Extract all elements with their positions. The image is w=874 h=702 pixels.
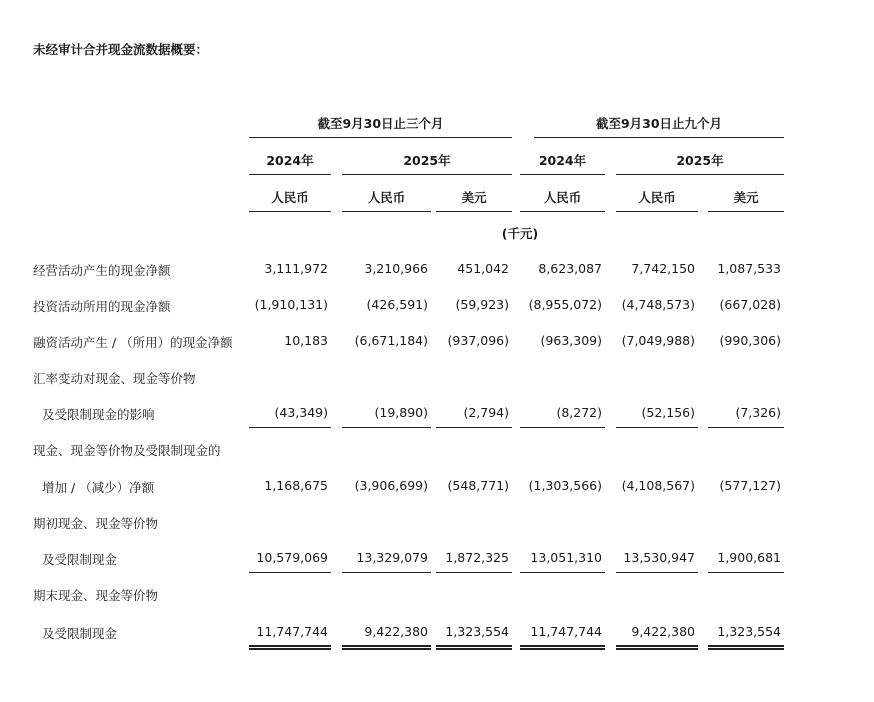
- table-cell: 1,900,681: [717, 550, 781, 565]
- currency-header: 人民币: [271, 190, 309, 205]
- row-label: 经营活动产生的现金净额: [33, 263, 171, 278]
- row-label: 及受限制现金: [42, 626, 118, 641]
- table-cell: (59,923): [455, 297, 509, 312]
- table-cell: (963,309): [540, 333, 602, 348]
- table-cell: 1,323,554: [445, 624, 509, 639]
- table-cell: (937,096): [447, 333, 509, 348]
- table-cell: 9,422,380: [631, 624, 695, 639]
- row-label: 及受限制现金: [42, 552, 118, 567]
- table-cell: (43,349): [274, 405, 328, 420]
- year-header: 2025年: [403, 153, 451, 168]
- table-cell: 11,747,744: [256, 624, 328, 639]
- row-label: 增加 / （减少）净额: [42, 480, 155, 495]
- table-cell: 10,579,069: [256, 550, 328, 565]
- row-label: 现金、现金等价物及受限制现金的: [33, 443, 221, 458]
- divider: [708, 211, 784, 212]
- table-cell: (3,906,699): [354, 478, 428, 493]
- row-label: 融资活动产生 / （所用）的现金净额: [33, 335, 233, 350]
- divider: [342, 174, 512, 175]
- table-cell: (8,955,072): [528, 297, 602, 312]
- currency-header: 人民币: [543, 190, 582, 205]
- divider: [616, 572, 698, 573]
- double-underline: [616, 645, 698, 650]
- table-cell: 451,042: [457, 261, 509, 276]
- year-header: 2024年: [266, 153, 314, 168]
- table-cell: 3,210,966: [364, 261, 428, 276]
- table-cell: 1,872,325: [445, 550, 509, 565]
- currency-header: 美元: [733, 190, 759, 205]
- table-cell: 13,530,947: [623, 550, 695, 565]
- table-cell: 9,422,380: [364, 624, 428, 639]
- divider: [249, 572, 331, 573]
- divider: [616, 174, 784, 175]
- divider: [708, 427, 784, 428]
- table-cell: 1,168,675: [264, 478, 328, 493]
- divider: [616, 427, 698, 428]
- double-underline: [520, 645, 605, 650]
- double-underline: [436, 645, 512, 650]
- row-label: 期末现金、现金等价物: [33, 588, 159, 603]
- table-cell: (7,049,988): [621, 333, 695, 348]
- divider: [249, 137, 512, 138]
- table-cell: 7,742,150: [631, 261, 695, 276]
- table-cell: (1,910,131): [254, 297, 328, 312]
- row-label: 及受限制现金的影响: [42, 407, 155, 422]
- currency-header: 人民币: [367, 190, 406, 205]
- divider: [249, 427, 331, 428]
- table-cell: (990,306): [719, 333, 781, 348]
- divider: [342, 427, 431, 428]
- divider: [436, 427, 512, 428]
- table-cell: 11,747,744: [530, 624, 602, 639]
- double-underline: [708, 645, 784, 650]
- table-cell: (8,272): [556, 405, 602, 420]
- table-cell: (577,127): [719, 478, 781, 493]
- row-label: 期初现金、现金等价物: [33, 516, 159, 531]
- table-cell: 1,087,533: [717, 261, 781, 276]
- table-cell: (426,591): [366, 297, 428, 312]
- divider: [249, 211, 331, 212]
- table-cell: 13,051,310: [530, 550, 602, 565]
- year-header: 2024年: [538, 153, 587, 168]
- currency-header: 人民币: [638, 190, 676, 205]
- row-label: 投资活动所用的现金净额: [33, 299, 171, 314]
- period-header-9m: 截至9月30日止九个月: [595, 116, 723, 131]
- table-cell: 13,329,079: [356, 550, 428, 565]
- divider: [436, 211, 512, 212]
- divider: [249, 174, 331, 175]
- table-cell: (19,890): [374, 405, 428, 420]
- divider: [436, 572, 512, 573]
- table-cell: (52,156): [641, 405, 695, 420]
- table-cell: 10,183: [284, 333, 328, 348]
- year-header: 2025年: [676, 153, 724, 168]
- divider: [520, 427, 605, 428]
- double-underline: [342, 645, 431, 650]
- table-cell: (4,748,573): [621, 297, 695, 312]
- divider: [616, 211, 698, 212]
- divider: [708, 572, 784, 573]
- table-cell: 3,111,972: [264, 261, 328, 276]
- table-cell: 8,623,087: [538, 261, 602, 276]
- divider: [342, 572, 431, 573]
- currency-header: 美元: [461, 190, 487, 205]
- divider: [520, 211, 605, 212]
- table-cell: (667,028): [719, 297, 781, 312]
- row-label: 汇率变动对现金、现金等价物: [33, 371, 196, 386]
- unit-label: (千元): [501, 226, 539, 241]
- table-cell: (6,671,184): [354, 333, 428, 348]
- page-title: 未经审计合并现金流数据概要：: [33, 42, 209, 57]
- period-header-3m: 截至9月30日止三个月: [317, 116, 444, 131]
- table-cell: (1,303,566): [528, 478, 602, 493]
- table-cell: (4,108,567): [621, 478, 695, 493]
- double-underline: [249, 645, 331, 650]
- table-cell: (548,771): [447, 478, 509, 493]
- table-cell: 1,323,554: [717, 624, 781, 639]
- divider: [342, 211, 431, 212]
- table-cell: (2,794): [463, 405, 509, 420]
- divider: [534, 137, 784, 138]
- table-cell: (7,326): [735, 405, 781, 420]
- divider: [520, 572, 605, 573]
- divider: [520, 174, 605, 175]
